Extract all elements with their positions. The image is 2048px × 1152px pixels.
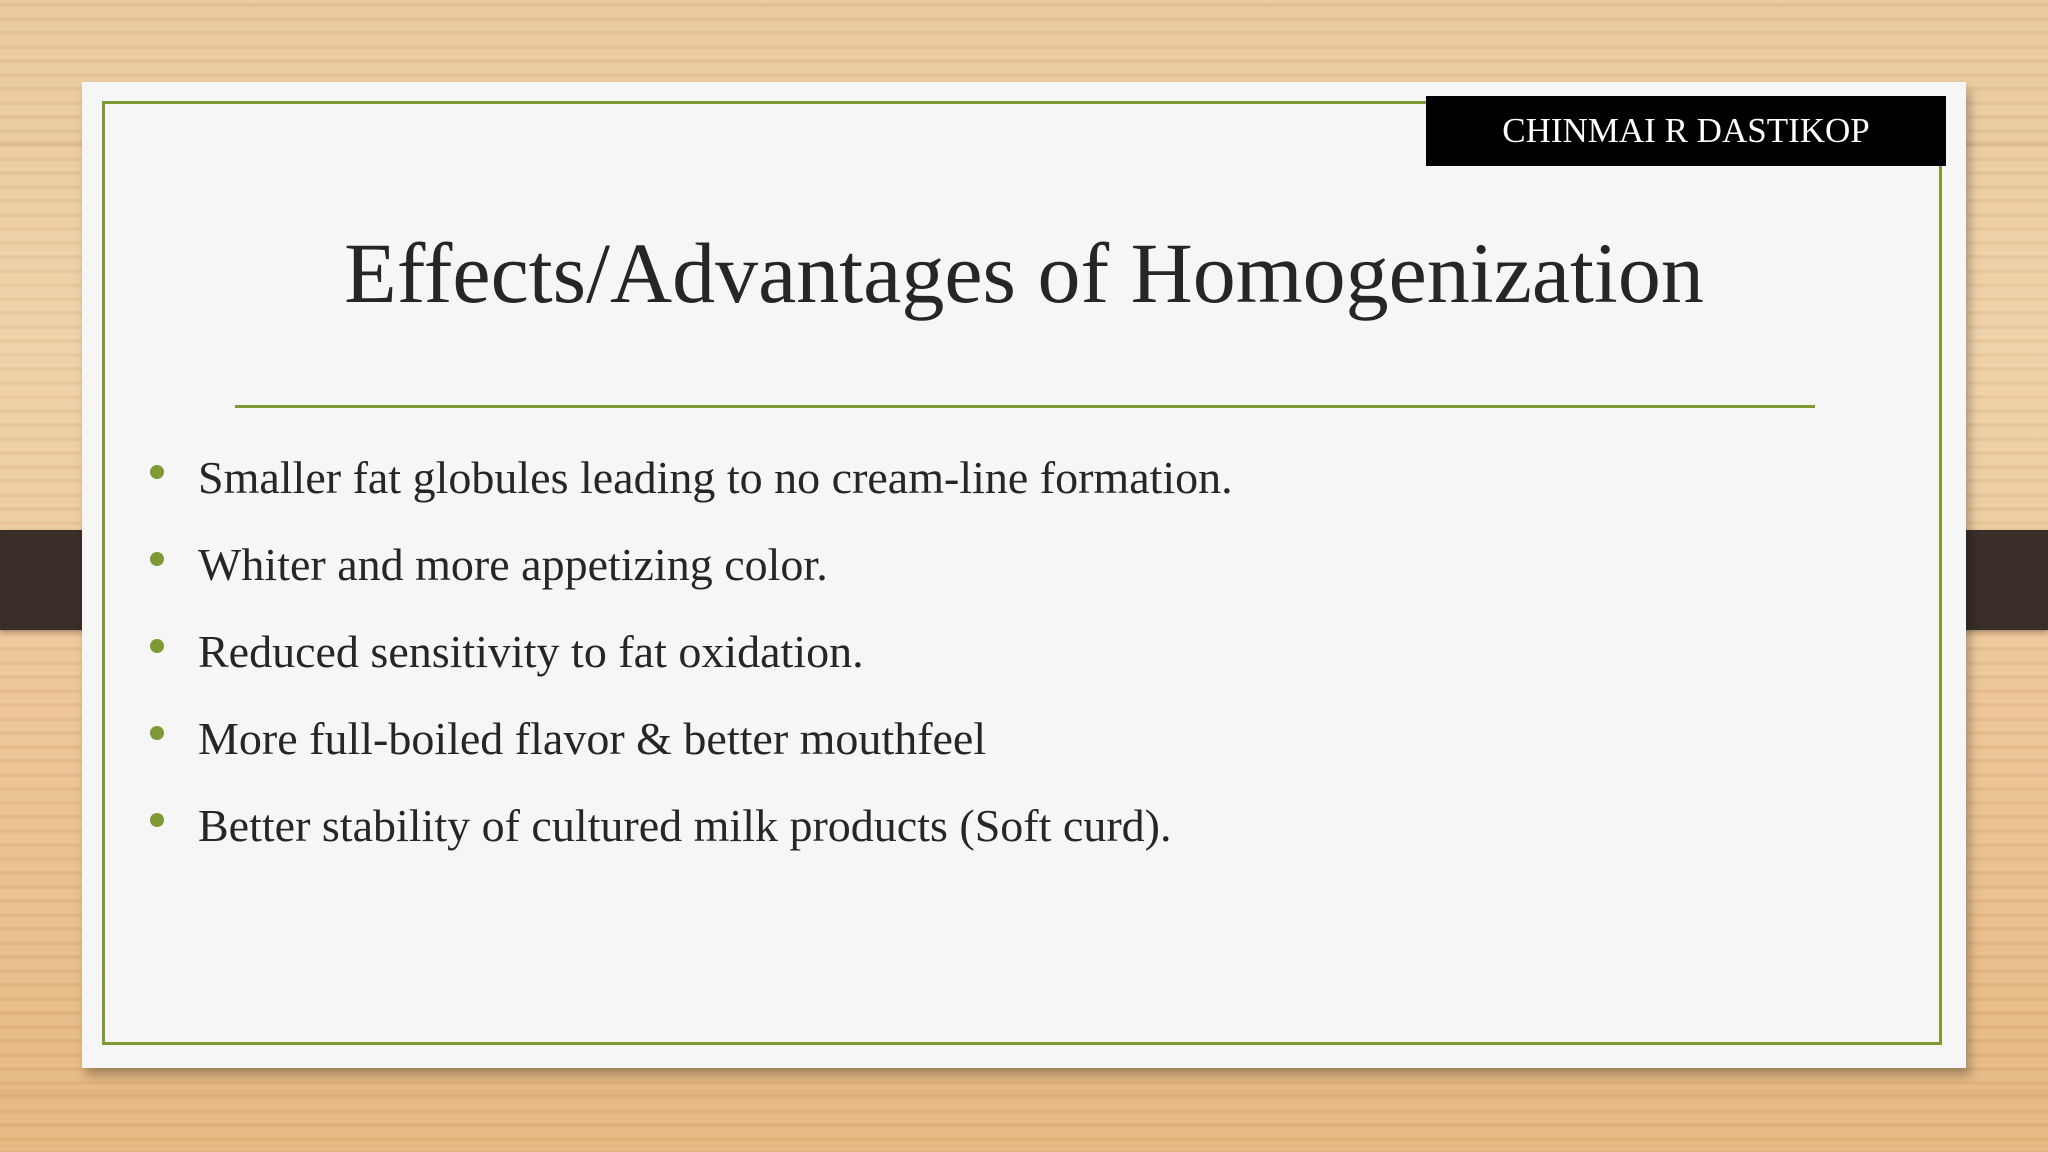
author-name: CHINMAI R DASTIKOP	[1502, 111, 1870, 150]
bullet-dot-icon	[150, 552, 164, 566]
bullet-dot-icon	[150, 726, 164, 740]
bullet-item	[142, 608, 1233, 695]
slide-title: Effects/Advantages of Homogenization	[344, 225, 1704, 321]
slide-card	[82, 82, 1966, 1068]
bullet-item	[142, 434, 1233, 521]
bullet-dot-icon	[150, 813, 164, 827]
bullet-text: Smaller fat globules leading to no cream-line formation.	[198, 452, 1233, 503]
bullet-item	[142, 782, 1233, 869]
wood-grain-stripe	[0, 1090, 2048, 1096]
author-label-box	[1426, 96, 1946, 166]
title-divider	[235, 405, 1815, 408]
bullet-item	[142, 521, 1233, 608]
bullet-text: Better stability of cultured milk products (Soft curd).	[198, 800, 1172, 851]
bullet-text: Whiter and more appetizing color.	[198, 539, 828, 590]
bullet-dot-icon	[150, 639, 164, 653]
bullet-list	[142, 434, 1233, 869]
bullet-text: More full-boiled flavor & better mouthfeel	[198, 713, 987, 764]
bullet-item	[142, 695, 1233, 782]
bullet-dot-icon	[150, 465, 164, 479]
bullet-text: Reduced sensitivity to fat oxidation.	[198, 626, 864, 677]
